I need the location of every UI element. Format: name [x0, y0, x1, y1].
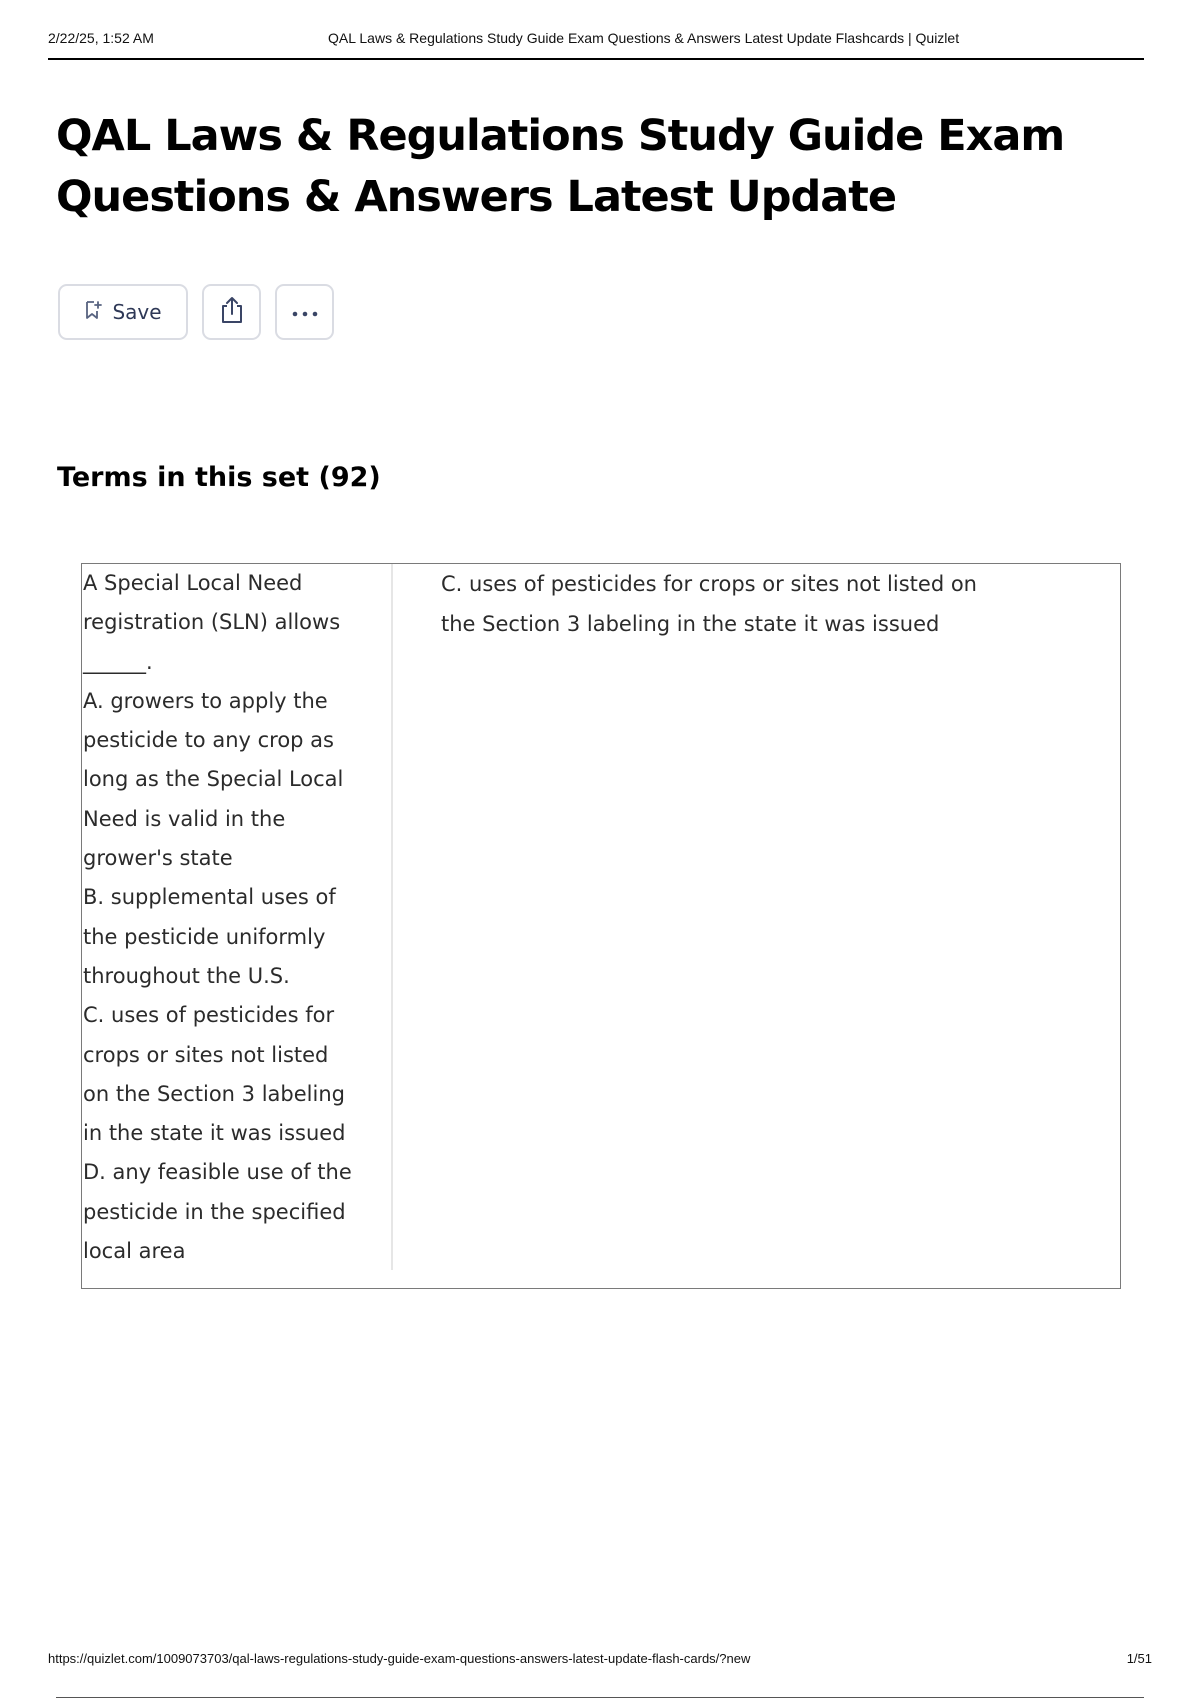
- more-options-button[interactable]: [275, 284, 334, 340]
- definition-line: C. uses of pesticides for crops or sites not listed on: [441, 572, 977, 596]
- flashcard-table: [81, 563, 1121, 1289]
- term-line: long as the Special Local: [83, 767, 344, 792]
- more-options-icon: [291, 303, 319, 322]
- term-line: A Special Local Need: [83, 571, 303, 595]
- save-button-label: Save: [112, 300, 162, 324]
- print-document-title: QAL Laws & Regulations Study Guide Exam Questions & Answers Latest Update Flashcards | Quizlet: [328, 30, 960, 46]
- print-header: [48, 30, 1144, 60]
- term-line: ______.: [83, 649, 153, 674]
- term-line: pesticide in the specified: [83, 1199, 346, 1224]
- term-line: C. uses of pesticides for: [83, 1003, 335, 1028]
- term-cell: [83, 564, 389, 1271]
- share-icon: [218, 295, 246, 329]
- print-page-number: 1/51: [1126, 1651, 1152, 1666]
- footer-rule: [56, 1697, 1144, 1698]
- term-line: in the state it was issued: [83, 1121, 346, 1146]
- print-date: 2/22/25, 1:52 AM: [48, 30, 154, 46]
- save-button[interactable]: [58, 284, 188, 340]
- term-line: crops or sites not listed: [83, 1042, 329, 1067]
- page-title-line-1: QAL Laws & Regulations Study Guide Exam: [56, 111, 1065, 161]
- term-line: on the Section 3 labeling: [83, 1081, 345, 1106]
- term-line: registration (SLN) allows: [83, 610, 341, 635]
- action-bar: [58, 284, 334, 342]
- page-title-line-2: Questions & Answers Latest Update: [56, 172, 897, 222]
- term-line: pesticide to any crop as: [83, 728, 334, 753]
- term-line: A. growers to apply the: [83, 688, 328, 713]
- page-title: [56, 106, 1076, 228]
- definition-line: the Section 3 labeling in the state it was issued: [441, 612, 940, 636]
- term-line: the pesticide uniformly: [83, 924, 326, 949]
- term-line: throughout the U.S.: [83, 963, 290, 988]
- print-url: https://quizlet.com/1009073703/qal-laws-regulations-study-guide-exam-questions-answers-latest-update-flash-cards/?new: [48, 1651, 751, 1666]
- definition-cell: [441, 564, 1061, 644]
- share-button[interactable]: [202, 284, 261, 340]
- terms-heading: Terms in this set (92): [57, 462, 381, 493]
- bookmark-add-icon: [84, 300, 102, 324]
- term-line: B. supplemental uses of: [83, 885, 336, 910]
- term-line: D. any feasible use of the: [83, 1160, 352, 1185]
- cell-divider: [391, 564, 393, 1270]
- term-line: grower's state: [83, 846, 233, 871]
- term-line: Need is valid in the: [83, 806, 286, 831]
- term-line: local area: [83, 1239, 186, 1264]
